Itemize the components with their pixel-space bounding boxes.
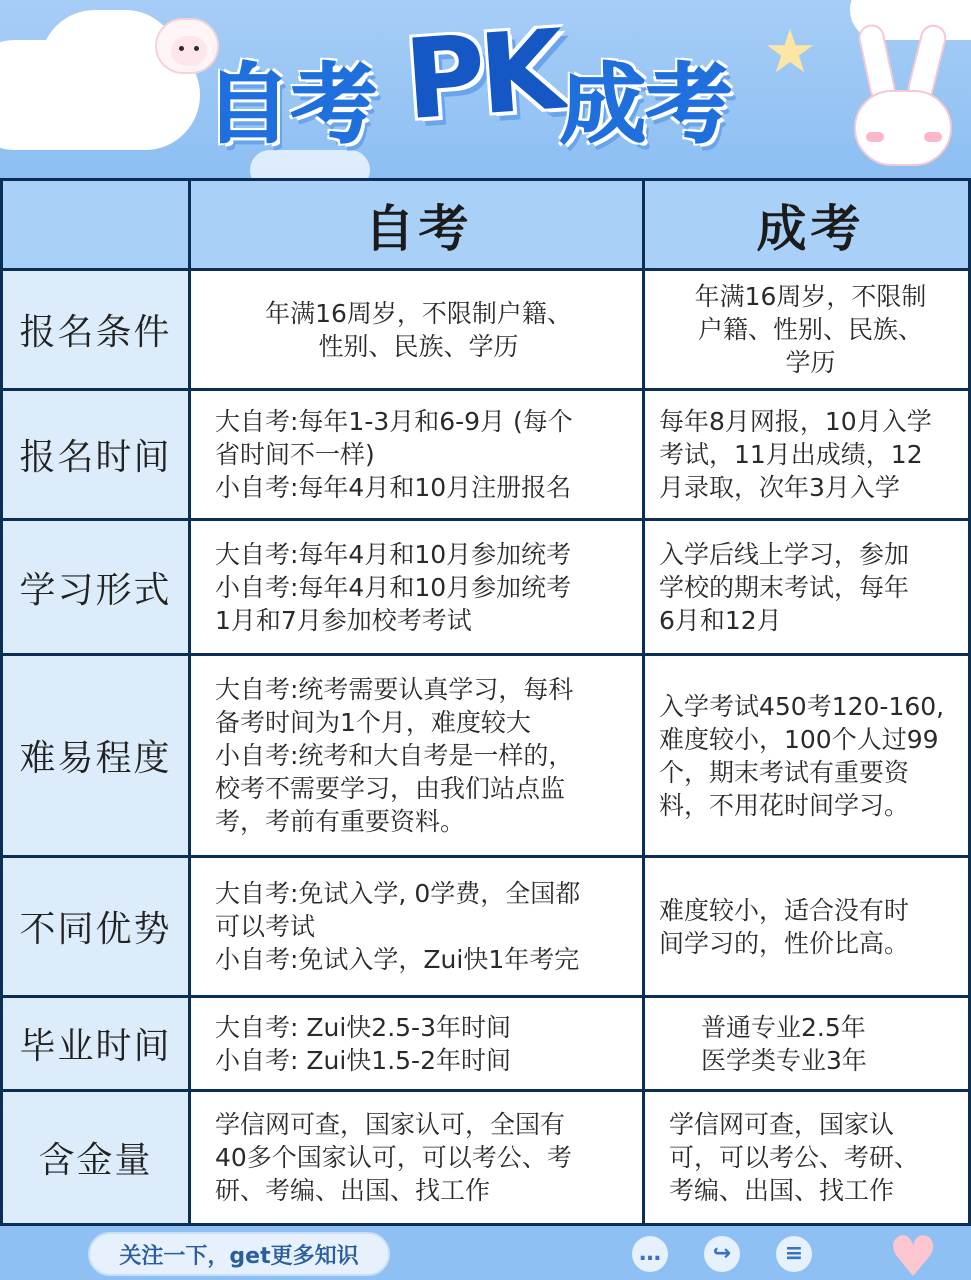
row-label: 报名时间 xyxy=(19,437,172,478)
zikao-cell xyxy=(191,1092,645,1223)
header-cell-chengkao xyxy=(645,181,968,268)
zikao-text: 大自考: Zui快2.5-3年时间 小自考: Zui快1.5-2年时间 xyxy=(215,1012,511,1075)
chengkao-cell xyxy=(645,656,968,855)
row-label: 难易程度 xyxy=(19,738,172,779)
cloud-decoration xyxy=(40,10,180,120)
zikao-cell xyxy=(191,391,645,518)
footer-bar xyxy=(0,1226,971,1280)
table-row xyxy=(3,998,968,1092)
row-label-cell xyxy=(3,1092,191,1223)
header-banner xyxy=(0,0,971,178)
zikao-text: 年满16周岁，不限制户籍、 性别、民族、学历 xyxy=(265,298,572,361)
zikao-text: 大自考:每年4月和10月参加统考 小自考:每年4月和10月参加统考 1月和7月参加校考考试 xyxy=(215,539,572,635)
header-cell-empty xyxy=(3,181,191,268)
table-row xyxy=(3,271,968,391)
row-label-cell xyxy=(3,271,191,388)
chengkao-cell xyxy=(645,1092,968,1223)
zikao-cell xyxy=(191,656,645,855)
chengkao-text: 年满16周岁，不限制 户籍、性别、民族、 学历 xyxy=(694,282,927,377)
chengkao-text: 学信网可查，国家认 可，可以考公、考研、 考编、出国、找工作 xyxy=(669,1110,920,1205)
zikao-cell xyxy=(191,858,645,995)
zikao-text: 大自考:统考需要认真学习，每科 备考时间为1个月，难度较大 小自考:统考和大自考是一样的， 校考不需要学习，由我们站点监 考，考前有重要资料。 xyxy=(215,675,574,836)
table-row xyxy=(3,521,968,656)
chengkao-cell xyxy=(645,858,968,995)
row-label: 学习形式 xyxy=(19,569,172,611)
row-label: 报名条件 xyxy=(19,312,172,353)
chengkao-cell xyxy=(645,998,968,1089)
rabbit-icon xyxy=(848,24,958,164)
row-label-cell xyxy=(3,656,191,855)
zikao-cell xyxy=(191,521,645,653)
heart-icon[interactable]: ♥ xyxy=(888,1225,939,1280)
zikao-cell xyxy=(191,271,645,388)
chengkao-text: 难度较小，适合没有时 间学习的，性价比高。 xyxy=(659,895,910,958)
row-label-cell xyxy=(3,521,191,653)
comment-icon[interactable]: … xyxy=(632,1236,668,1272)
header-label: 成考 xyxy=(756,199,865,258)
chengkao-text: 每年8月网报，10月入学 考试，11月出成绩，12 月录取，次年3月入学 xyxy=(659,407,932,502)
header-cell-zikao xyxy=(191,181,645,268)
chengkao-text: 入学考试450考120-160, 难度较小，100个人过99 个，期末考试有重要资 料，不用花时间学习。 xyxy=(659,691,945,820)
zikao-text: 大自考:每年1-3月和6-9月 (每个 省时间不一样) 小自考:每年4月和10月注册报名 xyxy=(215,407,573,502)
header-label: 自考 xyxy=(364,199,473,258)
zikao-cell xyxy=(191,998,645,1089)
title-right: 成考 xyxy=(560,55,732,155)
chengkao-cell xyxy=(645,271,968,388)
row-label-cell xyxy=(3,998,191,1089)
table-row xyxy=(3,1092,968,1223)
row-label-cell xyxy=(3,858,191,995)
follow-button[interactable]: 关注一下，get更多知识 xyxy=(88,1232,390,1276)
row-label-cell xyxy=(3,391,191,518)
row-label: 含金量 xyxy=(38,1140,153,1181)
zikao-text: 大自考:免试入学, 0学费，全国都 可以考试 小自考:免试入学，Zui快1年考完 xyxy=(215,879,581,974)
table-row xyxy=(3,391,968,521)
table-header-row xyxy=(3,181,968,271)
comparison-table xyxy=(0,178,971,1226)
table-row xyxy=(3,656,968,858)
title-left: 自考 xyxy=(205,55,377,155)
chengkao-text: 普通专业2.5年 医学类专业3年 xyxy=(701,1012,867,1075)
row-label: 不同优势 xyxy=(19,909,172,950)
table-row xyxy=(3,858,968,998)
zikao-text: 学信网可查，国家认可，全国有 40多个国家认可，可以考公、考 研、考编、出国、找工作 xyxy=(215,1110,572,1205)
star-icon: ★ xyxy=(763,17,817,87)
chengkao-cell xyxy=(645,391,968,518)
menu-icon[interactable]: ≡ xyxy=(776,1236,812,1272)
chengkao-cell xyxy=(645,521,968,653)
page-title xyxy=(205,5,775,175)
chengkao-text: 入学后线上学习，参加 学校的期末考试，每年 6月和12月 xyxy=(659,539,910,635)
title-pk: PK xyxy=(400,5,564,145)
row-label: 毕业时间 xyxy=(19,1026,172,1067)
share-icon[interactable]: ↪ xyxy=(704,1236,740,1272)
